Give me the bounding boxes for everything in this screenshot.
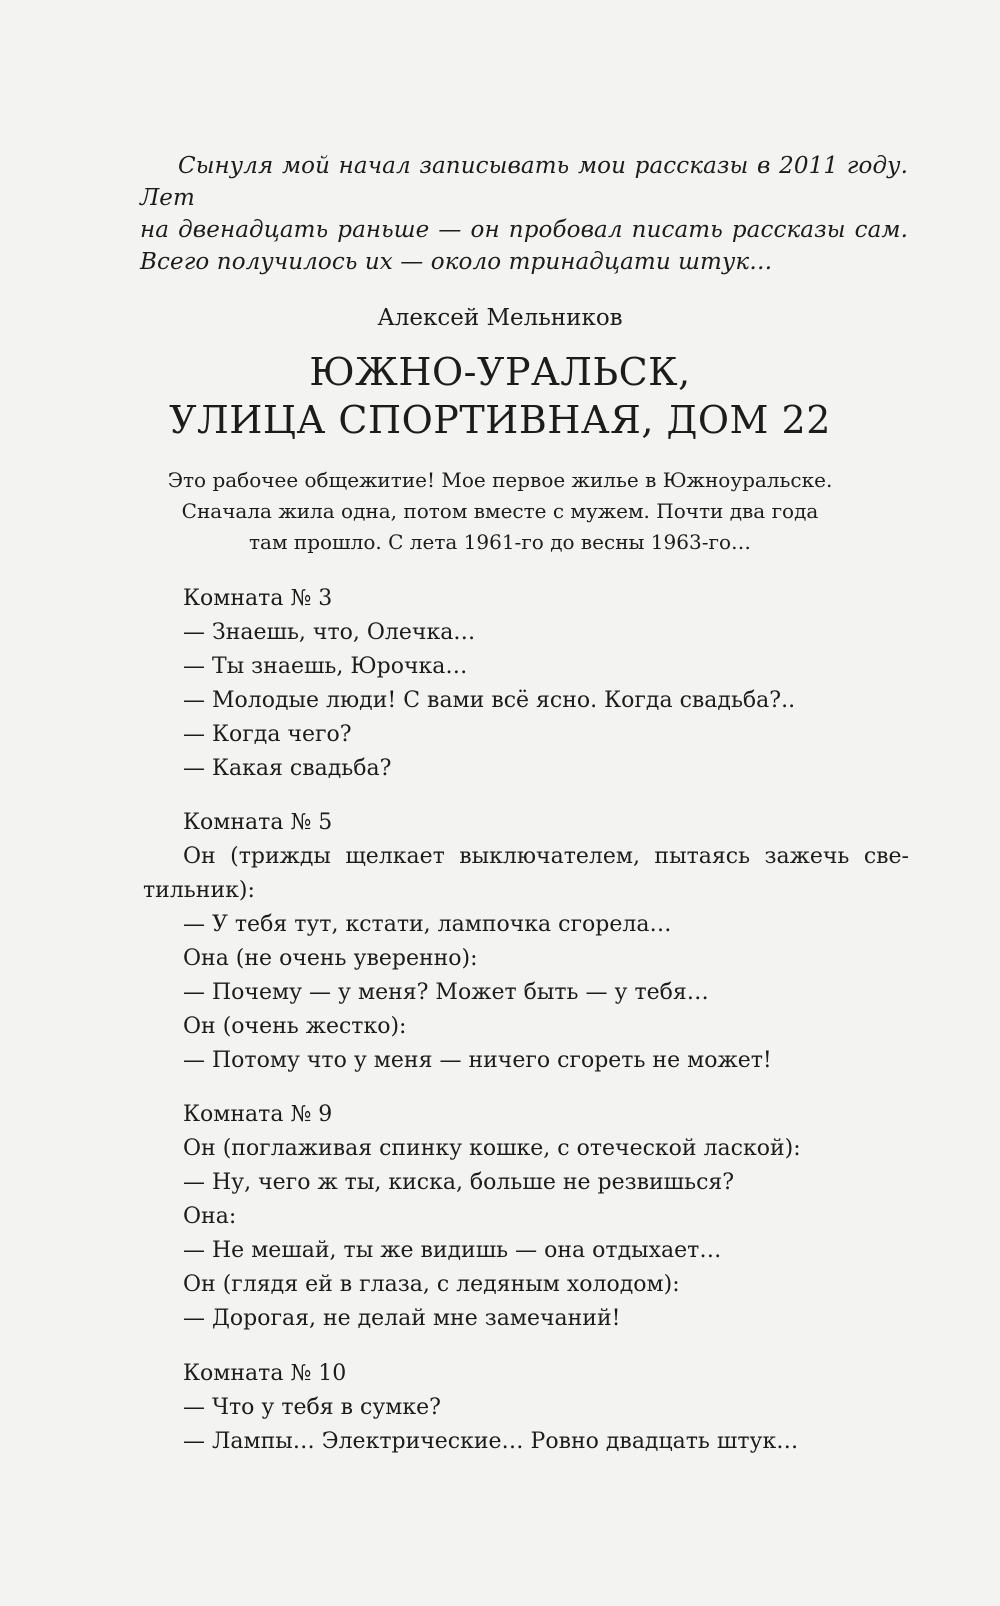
dialogue-line: — Потому что у меня — ничего сгореть не может!: [183, 1048, 772, 1073]
dialogue-line: — Лампы… Электрические… Ровно двадцать штук…: [183, 1429, 799, 1454]
dialogue-line: — Какая свадьба?: [183, 756, 392, 781]
intro-line: Сынуля мой начал записывать мои рассказы в 2011 году. Лет: [140, 153, 908, 211]
dialogue-line: Она (не очень уверенно):: [183, 946, 478, 971]
epigraph: [0, 465, 1000, 558]
intro-line: Всего получилось их — около тринадцати штук…: [140, 249, 773, 275]
dialogue-line: Она:: [183, 1204, 237, 1229]
dialogue-line: — Ты знаешь, Юрочка…: [183, 654, 468, 679]
dialogue-line: — Почему — у меня? Может быть — у тебя…: [183, 980, 709, 1005]
epigraph-line: Сначала жила одна, потом вместе с мужем. Почти два года: [181, 499, 819, 523]
dialogue-line: Он (очень жестко):: [183, 1014, 407, 1039]
epigraph-line: там прошло. С лета 1961-го до весны 1963-го…: [248, 530, 751, 554]
title-line: ЮЖНО-УРАЛЬСК,: [309, 350, 691, 394]
dialogue-line: — У тебя тут, кстати, лампочка сгорела…: [183, 912, 672, 937]
room-9-section: [143, 1098, 909, 1336]
room-heading: Комната № 3: [183, 586, 333, 611]
room-10-section: [143, 1357, 909, 1459]
room-heading: Комната № 5: [183, 810, 333, 835]
title-line: УЛИЦА СПОРТИВНАЯ, ДОМ 22: [169, 398, 831, 442]
room-3-section: [143, 582, 909, 786]
dialogue-line: — Знаешь, что, Олечка…: [183, 620, 476, 645]
room-heading: Комната № 10: [183, 1361, 347, 1386]
dialogue-line: — Молодые люди! С вами всё ясно. Когда свадьба?..: [183, 688, 796, 713]
story-title: [0, 348, 1000, 444]
dialogue-line: — Когда чего?: [183, 722, 352, 747]
dialogue-line: тильник):: [143, 878, 255, 903]
dialogue-line: — Не мешай, ты же видишь — она отдыхает…: [183, 1238, 722, 1263]
room-heading: Комната № 9: [183, 1102, 333, 1127]
room-5-section: [143, 806, 909, 1078]
dialogue-line: Он (трижды щелкает выключателем, пытаясь зажечь све-: [183, 844, 909, 869]
dialogue-line: — Дорогая, не делай мне замечаний!: [183, 1306, 621, 1331]
author-name: Алексей Мельников: [377, 305, 623, 331]
dialogue-line: Он (глядя ей в глаза, с ледяным холодом):: [183, 1272, 680, 1297]
dialogue-line: — Что у тебя в сумке?: [183, 1395, 441, 1420]
epigraph-line: Это рабочее общежитие! Мое первое жилье в Южноуральске.: [167, 468, 833, 492]
dialogue-line: — Ну, чего ж ты, киска, больше не резвишься?: [183, 1170, 735, 1195]
dialogue-line: Он (поглаживая спинку кошке, с отеческой лаской):: [183, 1136, 801, 1161]
intro-line: на двенадцать раньше — он пробовал писать рассказы сам.: [140, 217, 908, 243]
intro-paragraph: [140, 150, 908, 278]
